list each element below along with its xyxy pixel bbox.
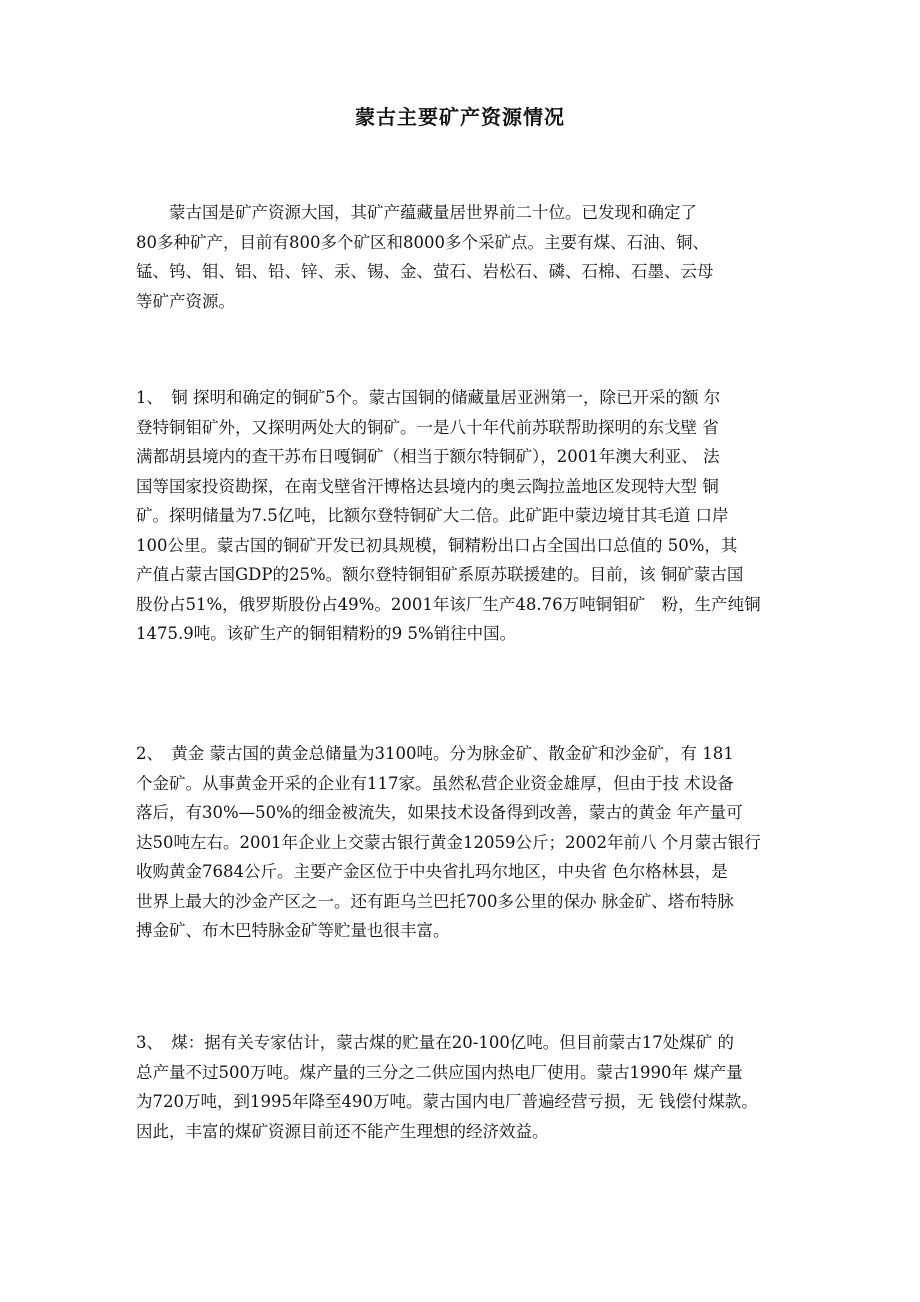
text-line: 满都胡县境内的查干苏布日嘎铜矿（相当于额尔特铜矿），2001年澳大利亚、 法 [136, 447, 720, 466]
text-line: 锰、钨、钼、铝、铅、锌、汞、锡、金、萤石、岩松石、磷、石棉、石墨、云母 [136, 262, 714, 281]
text-line: 登特铜钼矿外，又探明两处大的铜矿。一是八十年代前苏联帮助探明的东戈壁 省 [136, 417, 719, 437]
text-line: 收购黄金7684公斤。主要产金区位于中央省扎玛尔地区，中央省 色尔格林县，是 [136, 862, 728, 881]
text-line: 1475.9吨。该矿生产的铜钼精粉的9 5%销往中国。 [136, 624, 517, 643]
document-title: 蒙古主要矿产资源情况 [355, 105, 565, 129]
text-line: 1、 铜 探明和确定的铜矿5个。蒙古国铜的储藏量居亚洲第一，除已开采的额 尔 [136, 388, 721, 407]
gold-paragraph [136, 739, 796, 946]
text-line: 股份占51%，俄罗斯股份占49%。2001年该厂生产48.76万吨铜钼矿 粉，生产纯铜 [136, 594, 761, 614]
text-line: 国等国家投资勘探，在南戈壁省汗博格达县境内的奥云陶拉盖地区发现特大型 铜 [136, 476, 719, 496]
text-line: 总产量不过500万吨。煤产量的三分之二供应国内热电厂使用。蒙古1990年 煤产量 [136, 1062, 743, 1082]
text-line: 达50吨左右。2001年企业上交蒙古银行黄金12059公斤；2002年前八 个月蒙古银行 [136, 832, 761, 852]
text-line: 等矿产资源。 [136, 291, 235, 311]
text-line: 世界上最大的沙金产区之一。还有距乌兰巴托700多公里的保办 脉金矿、塔布特脉 [136, 891, 734, 911]
text-line: 矿。探明储量为7.5亿吨，比额尔登特铜矿大二倍。此矿距中蒙边境甘其毛道 口岸 [136, 506, 729, 525]
text-line: 3、 煤：据有关专家估计，蒙古煤的贮量在20-100亿吨。但目前蒙古17处煤矿 的 [136, 1033, 735, 1052]
coal-paragraph [136, 1028, 796, 1146]
text-line: 2、 黄金 蒙古国的黄金总储量为3100吨。分为脉金矿、散金矿和沙金矿，有 181 [136, 744, 734, 763]
text-line: 为720万吨，到1995年降至490万吨。蒙古国内电厂普遍经营亏损，无 钱偿付煤款。 [136, 1092, 758, 1111]
text-line: 100公里。蒙古国的铜矿开发已初具规模，铜精粉出口占全国出口总值的 50%，其 [136, 535, 738, 555]
text-line: 落后，有30%—50%的细金被流失，如果技术设备得到改善，蒙古的黄金 年产量可 [136, 803, 743, 822]
text-line: 产值占蒙古国GDP的25%。额尔登特铜钼矿系原苏联援建的。目前，该 铜矿蒙古国 [136, 565, 744, 584]
text-line: 80多种矿产，目前有800多个矿区和8000多个采矿点。主要有煤、石油、铜、 [136, 232, 709, 252]
text-line: 蒙古国是矿产资源大国，其矿产蕴藏量居世界前二十位。已发现和确定了 [169, 203, 697, 222]
intro-paragraph [136, 198, 796, 316]
copper-paragraph [136, 383, 796, 649]
text-line: 因此，丰富的煤矿资源目前还不能产生理想的经济效益。 [136, 1121, 549, 1141]
text-line: 个金矿。从事黄金开采的企业有117家。虽然私营企业资金雄厚，但由于技 术设备 [136, 773, 734, 793]
text-line: 搏金矿、布木巴特脉金矿等贮量也很丰富。 [136, 921, 450, 940]
